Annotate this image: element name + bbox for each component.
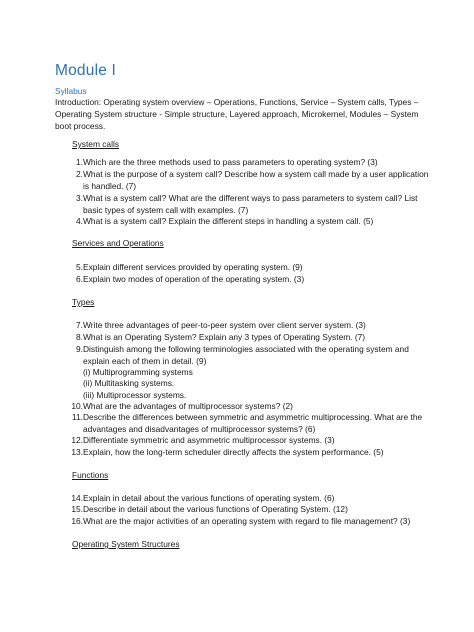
question-number: 11. (71, 412, 83, 422)
question-number: 8. (76, 332, 83, 342)
question-text: Write three advantages of peer-to-peer system over client server system. (3) (83, 320, 366, 330)
syllabus-heading: Syllabus (55, 86, 87, 96)
section-heading-functions: Functions (72, 470, 109, 480)
question-number: 3. (76, 193, 83, 203)
question-item (65, 493, 435, 505)
question-number: 4. (76, 216, 83, 226)
syllabus-introduction: Introduction: Operating system overview – Operations, Functions, Service – System calls, Types – Operating System structure - Simple structure, Layered approach, Microkernel, Modules – System boot process. (55, 97, 419, 131)
question-item (65, 193, 435, 216)
question-text: What is a system call? Explain the different steps in handling a system call. (5) (83, 216, 374, 226)
question-item (65, 504, 435, 516)
question-item (65, 169, 435, 192)
section-heading-system-calls: System calls (72, 139, 120, 149)
question-item (65, 332, 435, 344)
question-number: 10. (71, 401, 83, 411)
question-text: Describe in detail about the various functions of Operating System. (12) (83, 504, 348, 514)
sub-item: (iii) Multiprocessor systems. (83, 390, 187, 400)
sub-item: (ii) Multitasking systems. (83, 378, 175, 388)
question-number: 2. (76, 169, 83, 179)
question-text: Explain different services provided by operating system. (9) (83, 262, 303, 272)
question-number: 1. (76, 157, 83, 167)
question-item (65, 447, 435, 459)
question-item (65, 412, 435, 435)
question-text: What is an Operating System? Explain any 3 types of Operating System. (7) (83, 332, 366, 342)
question-item (65, 157, 435, 169)
question-number: 13. (71, 447, 83, 457)
question-text: What are the major activities of an operating system with regard to file management? (3) (83, 516, 411, 526)
section-heading-types: Types (72, 297, 95, 307)
question-text: Which are the three methods used to pass parameters to operating system? (3) (83, 157, 378, 167)
module-title: Module I (55, 62, 117, 79)
question-text: Explain two modes of operation of the operating system. (3) (83, 274, 305, 284)
question-text: Explain in detail about the various functions of operating system. (6) (83, 493, 335, 503)
question-item (65, 401, 435, 413)
question-text: What is the purpose of a system call? Describe how a system call made by a user application is handled. (7) (83, 169, 429, 191)
question-item (65, 216, 435, 228)
question-number: 14. (71, 493, 83, 503)
question-text: Explain, how the long-term scheduler directly affects the system performance. (5) (83, 447, 384, 457)
question-number: 5. (76, 262, 83, 272)
section-heading-os-structures: Operating System Structures (72, 539, 180, 549)
sub-item: (i) Multiprogramming systems (83, 367, 193, 377)
question-text: Distinguish among the following terminologies associated with the operating system and explain each of them in detail. (9) (83, 344, 409, 366)
question-number: 6. (76, 274, 83, 284)
question-number: 15. (71, 504, 83, 514)
question-item (65, 516, 435, 528)
question-item (65, 262, 435, 274)
question-item (65, 435, 435, 447)
question-text: Describe the differences between symmetric and asymmetric multiprocessing. What are the advantages and disadvantages of multiprocessor systems? (6) (83, 412, 423, 434)
question-item (65, 344, 435, 367)
question-number: 12. (71, 435, 83, 445)
question-number: 7. (76, 320, 83, 330)
question-text: What is a system call? What are the different ways to pass parameters to system call? List basic types of system call with examples. (7) (83, 193, 418, 215)
question-text: Differentiate symmetric and asymmetric multiprocessor systems. (3) (83, 435, 335, 445)
question-item (65, 320, 435, 332)
question-number: 16. (71, 516, 83, 526)
question-item (65, 274, 435, 286)
question-number: 9. (76, 344, 83, 354)
question-text: What are the advantages of multiprocessor systems? (2) (83, 401, 293, 411)
section-heading-services: Services and Operations (72, 238, 164, 248)
